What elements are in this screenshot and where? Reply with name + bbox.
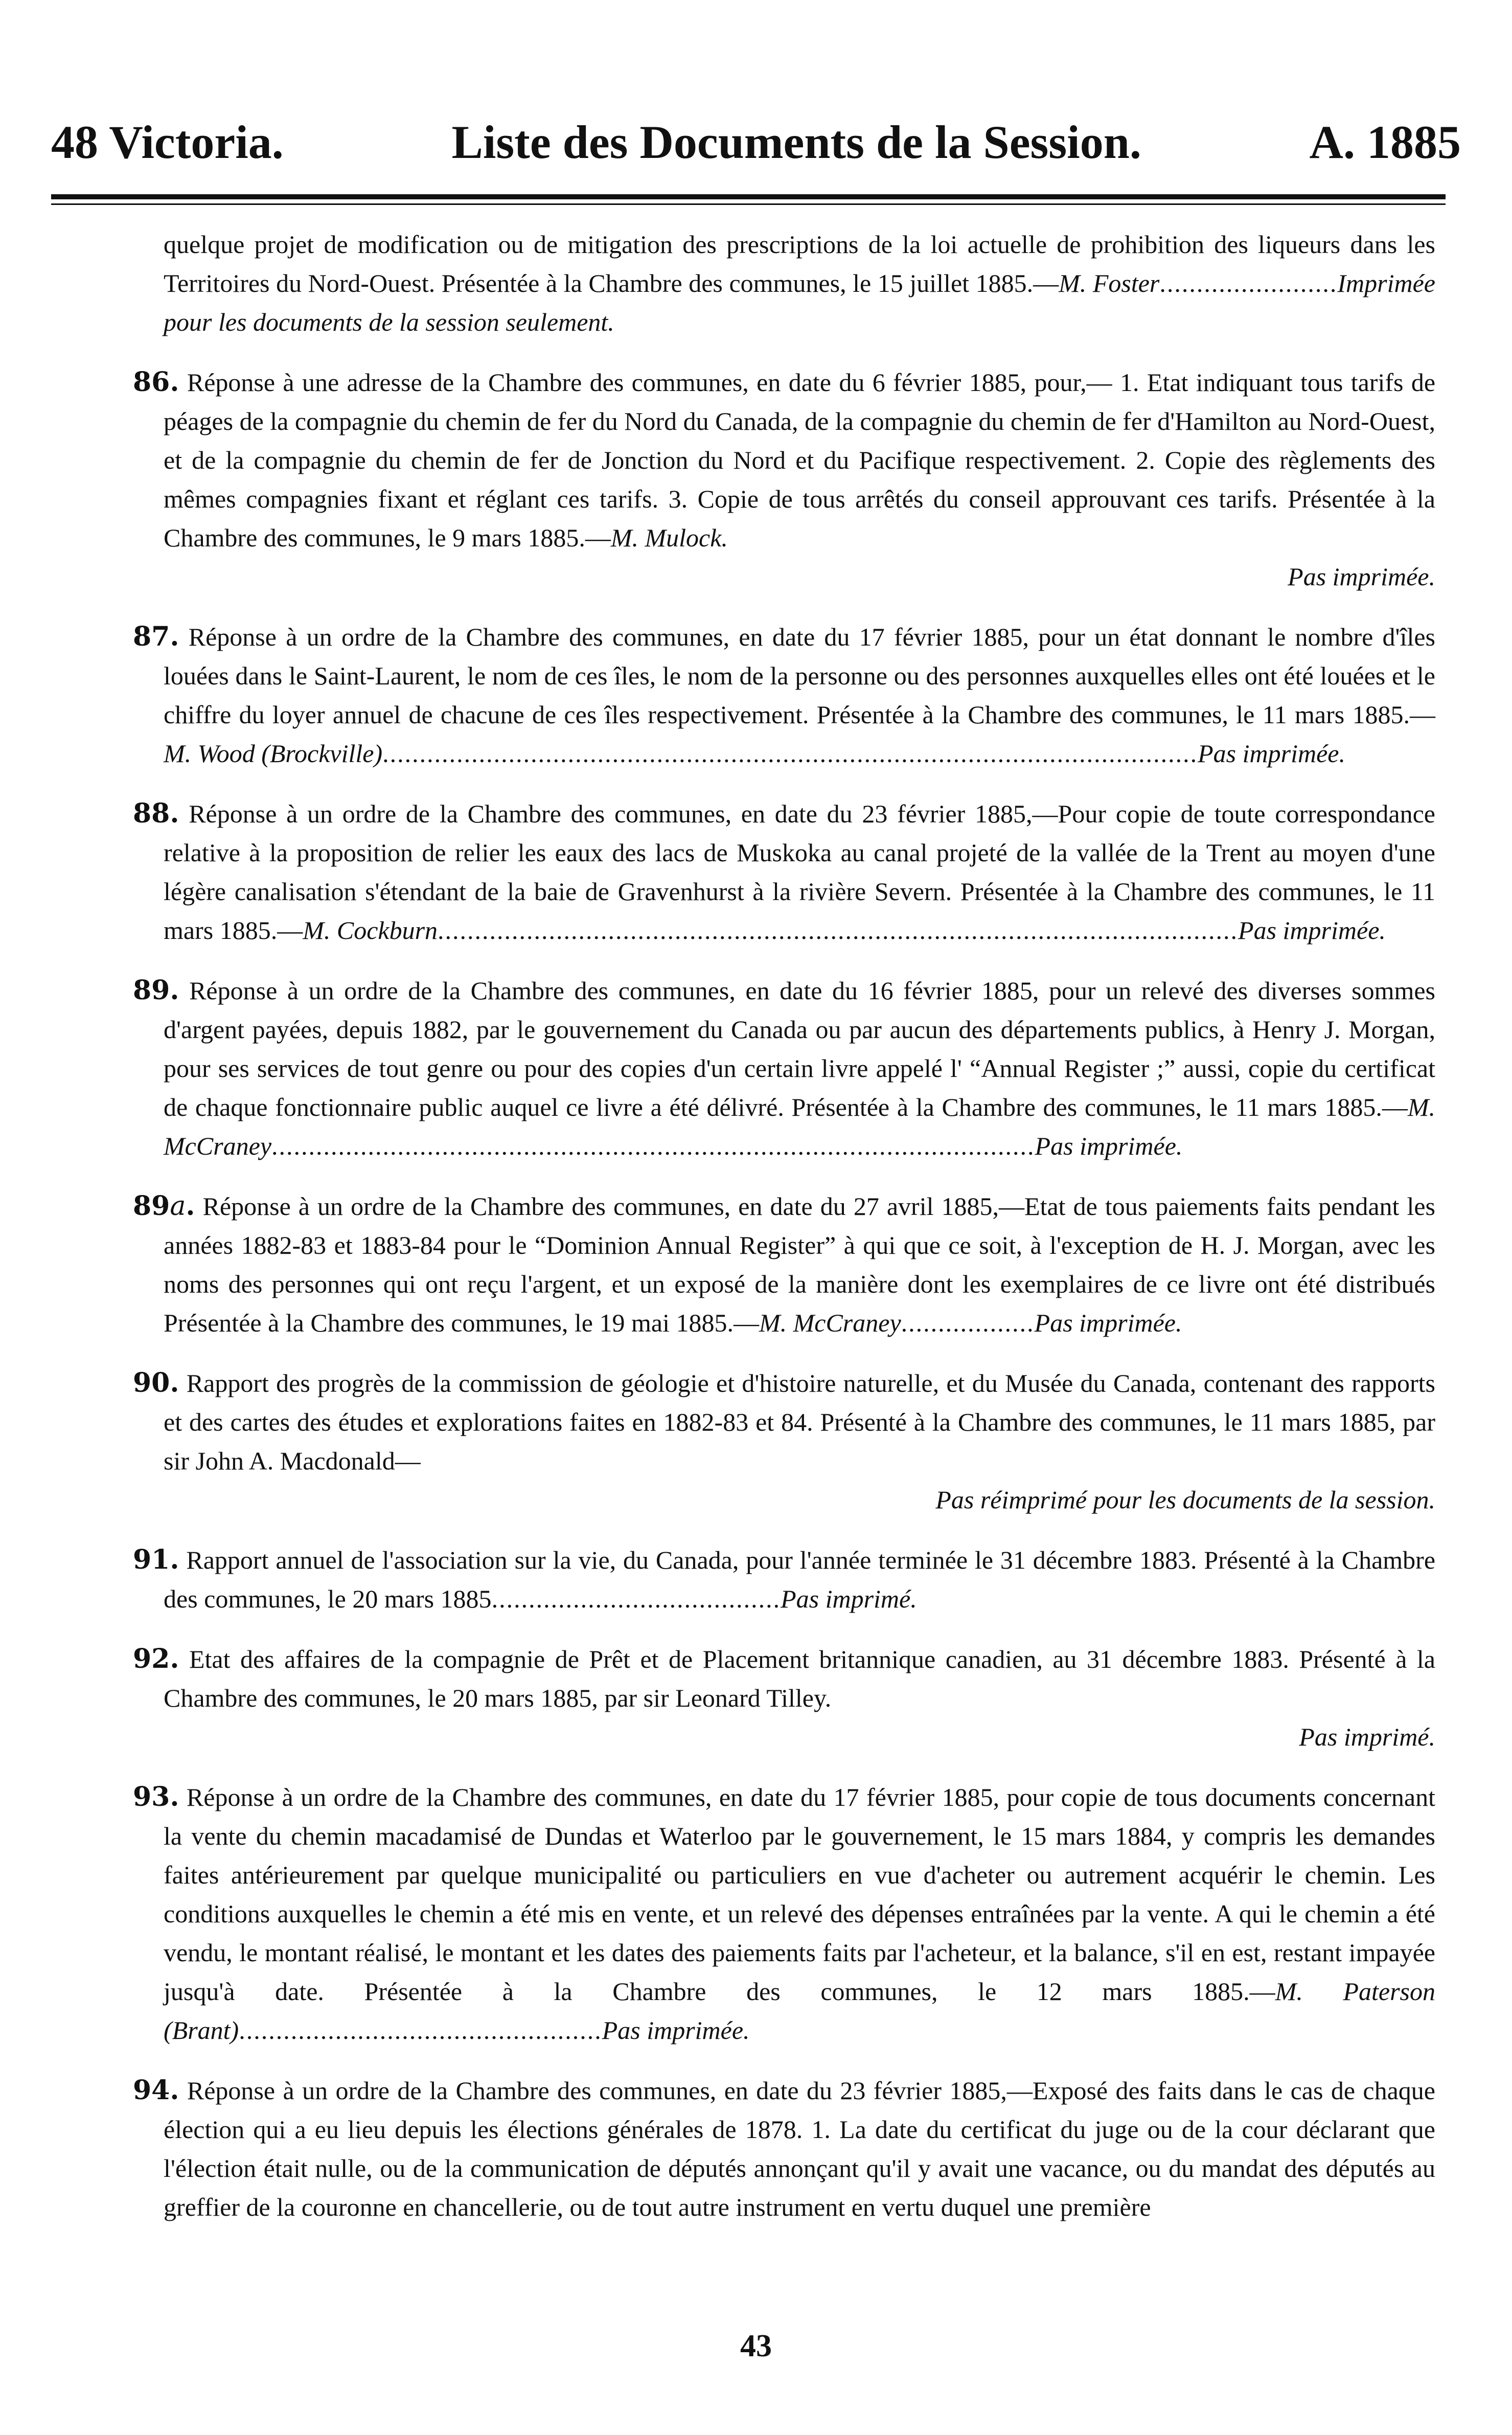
entry-number: 90. [133, 1367, 179, 1398]
entry-status: Pas imprimée. [602, 2016, 750, 2045]
entry-text: quelque projet de modification ou de mitigation des prescriptions de la loi actuelle de prohibition des liqueurs dans les Territoires du Nord-Ouest. Présentée à la Chambre des communes, le 15 juillet 1885.— [164, 230, 1435, 297]
list-item-86 [133, 363, 1435, 596]
list-item-91 [133, 1541, 1435, 1618]
list-item-87 [133, 617, 1435, 773]
header-rule-thick [51, 194, 1446, 199]
header-left: 48 Victoria. [51, 116, 284, 168]
entry-text: Rapport des progrès de la commission de géologie et d'histoire naturelle, et du Musée du Canada, contenant des rapports et des cartes des études et explorations faites en 1882-83 et 84. Présenté à la Chambre des communes, le 11 mars 1885, par sir John A. Macdonald— [164, 1369, 1436, 1475]
entry-number: 86. [133, 366, 179, 398]
page-number: 43 [740, 2329, 772, 2363]
entry-text: Réponse à un ordre de la Chambre des communes, en date du 17 février 1885, pour copie de tous documents concernant la vente du chemin macadamisé de Dundas et Waterloo par le gouvernement, le 15 mars 1884, y compris les demandes faites antérieurement par quelque municipalité ou particuliers en vue d'acheter ou autrement acquérir le chemin. Les conditions auxquelles le chemin a été mis en vente, et un relevé des dépenses entraînées par la vente. A qui le chemin a été vendu, le montant réalisé, le montant et les dates des paiements faits par l'acheteur, et la balance, s'il en est, restant impayée jusqu'à date. Présentée à la Chambre des communes, le 12 mars 1885.— [164, 1783, 1436, 2006]
entry-text: Réponse à une adresse de la Chambre des communes, en date du 6 février 1885, pour,— 1. Etat indiquant tous tarifs de péages de la compagnie du chemin de fer du Nord du Canada, de la compagnie du chemin de fer d'Hamilton au Nord-Ouest, et de la compagnie du chemin de fer de Jonction du Nord et du Pacifique respectivement. 2. Copie des règlements des mêmes compagnies fixant et réglant ces tarifs. 3. Copie de tous arrêtés du conseil approuvant ces tarifs. Présentée à la Chambre des communes, le 9 mars 1885.— [164, 368, 1436, 552]
entry-number: 88. [133, 798, 179, 829]
entry-leader: .................. [901, 1308, 1035, 1337]
header-right: A. 1885 [1309, 116, 1461, 168]
entry-text: Réponse à un ordre de la Chambre des communes, en date du 27 avril 1885,—Etat de tous paiements faits pendant les années 1882-83 et 1883-84 pour le “Dominion Annual Register” à qui que ce soit, à l'exception de H. J. Morgan, avec les noms des personnes qui ont reçu l'argent, et un exposé de la manière dont les exemplaires de ce livre ont été distribués Présentée à la Chambre des communes, le 19 mai 1885.— [164, 1192, 1436, 1337]
entry-leader: ............................................................................................................ [438, 916, 1239, 945]
entry-text: Rapport annuel de l'association sur la vie, du Canada, pour l'année terminée le 31 décembre 1883. Présenté à la Chambre des communes, le 20 mars 1885 [164, 1546, 1436, 1613]
entry-status: Pas imprimée. [1238, 916, 1386, 945]
entry-text: Réponse à un ordre de la Chambre des communes, en date du 23 février 1885,—Pour copie de toute correspondance relative à la proposition de relier les eaux des lacs de Muskoka au canal projeté de la vallée de la Trent au moyen d'une légère canalisation s'étendant de la baie de Gravenhurst à la rivière Severn. Présentée à la Chambre des communes, le 11 mars 1885.— [164, 799, 1436, 945]
entry-text: Réponse à un ordre de la Chambre des communes, en date du 17 février 1885, pour un état donnant le nombre d'îles louées dans le Saint-Laurent, le nom de ces îles, le nom de la personne ou des personnes auxquelles elles ont été louées et le chiffre du loyer annuel de chacune de ces îles respectivement. Présentée à la Chambre des communes, le 11 mars 1885.— [164, 623, 1435, 729]
entry-number: 87. [133, 621, 179, 652]
list-item-90 [133, 1364, 1435, 1519]
entry-number: 91. [133, 1544, 179, 1575]
entry-status: Pas imprimé. [1299, 1722, 1435, 1751]
entry-mp: M. Mulock. [610, 523, 728, 552]
document-list [133, 225, 1435, 2248]
entry-leader: .............................................................................................................. [382, 739, 1198, 768]
list-item-94 [133, 2071, 1435, 2226]
entry-number: 93. [133, 1781, 179, 1812]
list-item-89a [133, 1187, 1435, 1342]
entry-status: Pas imprimée. [1288, 562, 1435, 591]
entry-status: Pas imprimée. [1034, 1308, 1182, 1337]
list-item-93 [133, 1778, 1435, 2050]
entry-mp: M. Cockburn [303, 916, 438, 945]
entry-number: 94. [133, 2075, 179, 2106]
header-title: Liste des Documents de la Session. [451, 116, 1141, 168]
list-item-continuation [133, 225, 1435, 341]
entry-mp: M. Paterson (Brant) [164, 1977, 1435, 2045]
entry-number: 89. [133, 975, 179, 1006]
entry-mp: M. Foster [1059, 269, 1160, 297]
list-item-88 [133, 794, 1435, 950]
entry-leader: ....................................................................................................... [271, 1132, 1035, 1160]
entry-status: Pas imprimée. [1198, 739, 1345, 768]
entry-text: Réponse à un ordre de la Chambre des communes, en date du 16 février 1885, pour un relevé des diverses sommes d'argent payées, depuis 1882, par le gouvernement du Canada ou par aucun des départements publics, à Henry J. Morgan, pour ses services de tout genre ou pour des copies d'un certain livre appelé l' “Annual Register ;” aussi, copie du certificat de chaque fonctionnaire public auquel ce livre a été délivré. Présentée à la Chambre des communes, le 11 mars 1885.— [164, 976, 1436, 1121]
entry-text: Etat des affaires de la compagnie de Prêt et de Placement britannique canadien, au 31 décembre 1883. Présenté à la Chambre des communes, le 20 mars 1885, par sir Leonard Tilley. [164, 1645, 1436, 1712]
list-item-92 [133, 1640, 1435, 1756]
entry-text: Réponse à un ordre de la Chambre des communes, en date du 23 février 1885,—Exposé des faits dans le cas de chaque élection qui a eu lieu depuis les élections générales de 1878. 1. La date du certificat du juge ou de la cour déclarant que l'élection était nulle, ou de la communication de députés annonçant qu'il y avait une vacance, ou du mandat des députés au greffier de la couronne en chancellerie, ou de tout autre instrument en vertu duquel une première [164, 2076, 1435, 2221]
running-header [51, 115, 1461, 181]
entry-mp: M. Wood (Brockville) [164, 739, 383, 768]
entry-number: 92. [133, 1643, 179, 1674]
entry-mp: M. McCraney [164, 1093, 1435, 1160]
list-item-89 [133, 971, 1435, 1165]
entry-status: Pas imprimée. [1035, 1132, 1183, 1160]
entry-leader: ........................ [1159, 269, 1338, 297]
entry-status: Pas imprimé. [781, 1584, 917, 1613]
entry-leader: ....................................... [491, 1584, 781, 1613]
entry-mp: M. McCraney [759, 1308, 901, 1337]
entry-status: Imprimée pour les documents de la session seulement. [164, 269, 1435, 336]
entry-status: Pas réimprimé pour les documents de la session. [935, 1485, 1435, 1514]
header-rule-thin [51, 203, 1446, 205]
entry-leader: ................................................. [239, 2016, 602, 2045]
entry-number: 89a. [133, 1190, 195, 1222]
